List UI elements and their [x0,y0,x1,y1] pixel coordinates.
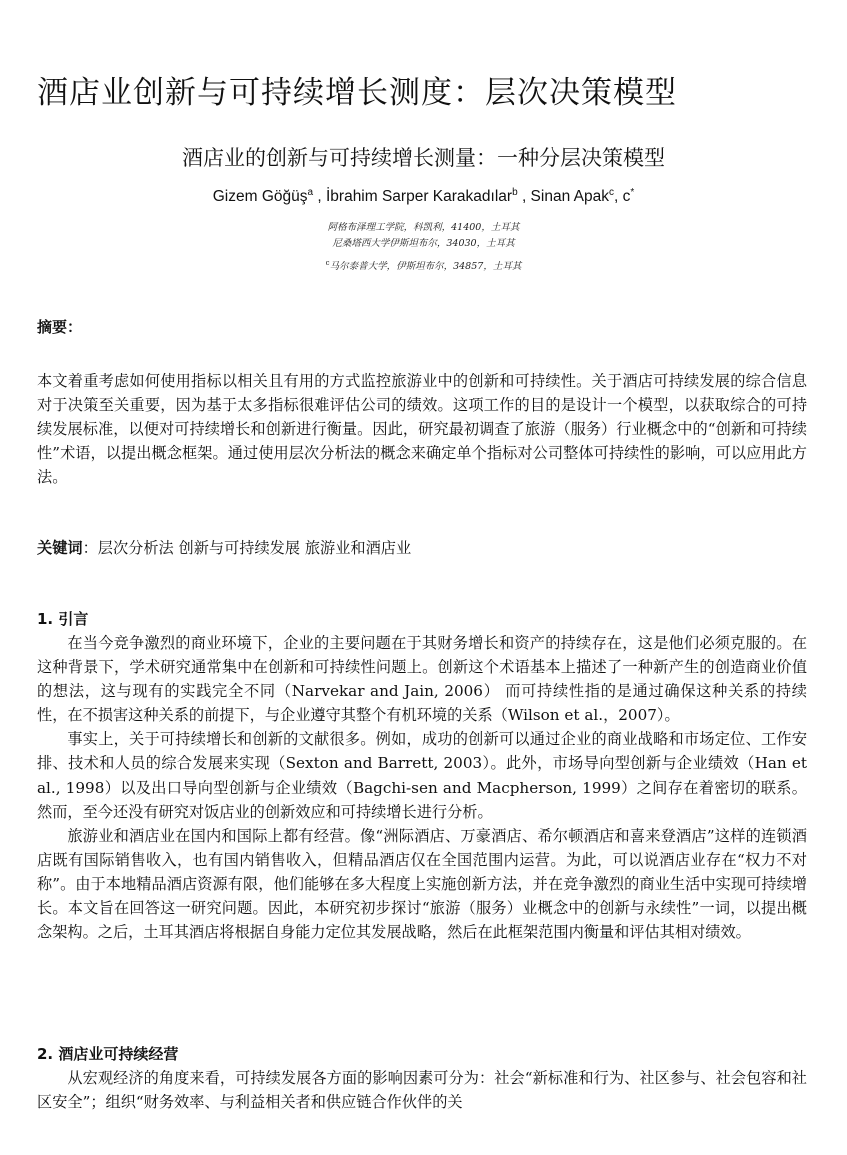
keywords [37,537,807,559]
affiliation-text: 阿格布泽理工学院，科凯利，41400，土耳其 [327,222,520,233]
section-body [37,1066,807,1114]
affiliation-marker: a [307,187,314,198]
author-name: , c [613,188,631,206]
author-name: , İbrahim Sarper Karakadılar [313,188,513,206]
keywords-label: 关键词 [37,539,83,557]
body-paragraph: 事实上，关于可持续增长和创新的文献很多。例如，成功的创新可以通过企业的商业战略和市场定位、工作安排、技术和人员的综合发展来实现（Sexton and Barrett, 2003）。此外，市场导向型创新与企业绩效（Han et al., 1998）以及出口导向型创新与企业绩效（Bagchi-sen and Macpherson, 1999）之间存在着密切的联系。然而，至今还没有研究对饭店业的创新效应和可持续增长进行分析。 [37,730,807,821]
author-name: Gizem Göğüş [212,188,308,206]
affiliation-line [0,221,847,234]
section-heading: 1. 引言 [37,610,89,628]
corresponding-marker: * [630,187,635,198]
affiliation-line [0,237,847,250]
affiliation-marker: c [325,259,330,267]
affiliation-text: 尼桑塔西大学伊斯坦布尔，34030，土耳其 [332,238,515,249]
author-name: , Sinan Apak [517,188,609,206]
affiliation-marker: b [512,187,518,198]
paper-subtitle: 酒店业的创新与可持续增长测量：一种分层决策模型 [182,146,665,170]
affiliation-text: 马尔泰普大学，伊斯坦布尔，34857，土耳其 [329,261,522,273]
section-body [37,631,807,944]
body-paragraph: 在当今竞争激烈的商业环境下，企业的主要问题在于其财务增长和资产的持续存在，这是他们必须克服的。在这种背景下，学术研究通常集中在创新和可持续性问题上。创新这个术语基本上描述了一种新产生的创造商业价值的想法，这与现有的实践完全不同（Narvekar and Jain, 2006） 而可持续性指的是通过确保这种关系的持续性，在不损害这种关系的前提下，与企业遵守其整个有机环境的关系（Wilson et al.，2007）。 [37,634,807,725]
affiliation-line [0,257,847,273]
abstract-heading: 摘要： [37,318,83,336]
body-paragraph: 旅游业和酒店业在国内和国际上都有经营。像“洲际酒店、万豪酒店、希尔顿酒店和喜来登酒店”这样的连锁酒店既有国际销售收入，也有国内销售收入，但精品酒店仅在全国范围内运营。为此，可以说酒店业存在“权力不对称”。由于本地精品酒店资源有限，他们能够在多大程度上实施创新方法，并在竞争激烈的商业生活中实现可持续增长。本文旨在回答这一研究问题。因此，本研究初步探讨“旅游（服务）业概念中的创新与永续性”一词，以提出概念架构。之后，土耳其酒店将根据自身能力定位其发展战略，然后在此框架范围内衡量和评估其相对绩效。 [37,826,807,942]
section-heading: 2. 酒店业可持续经营 [37,1045,179,1063]
affiliation-marker: c [608,187,614,198]
keywords-text: ：层次分析法 创新与可持续发展 旅游业和酒店业 [82,539,412,557]
body-paragraph: 从宏观经济的角度来看，可持续发展各方面的影响因素可分为：社会“新标准和行为、社区参与、社会包容和社区安全”；组织“财务效率、与利益相关者和供应链合作伙伴的关 [37,1069,807,1112]
paper-title: 酒店业创新与可持续增长测度：层次决策模型 [37,75,677,111]
abstract-text: 本文着重考虑如何使用指标以相关且有用的方式监控旅游业中的创新和可持续性。关于酒店可持续发展的综合信息对于决策至关重要，因为基于太多指标很难评估公司的绩效。这项工作的目的是设计一个模型，以获取综合的可持续发展标准，以便对可持续增长和创新进行衡量。因此，研究最初调查了旅游（服务）行业概念中的“创新和可持续性”术语，以提出概念框架。通过使用层次分析法的概念来确定单个指标对公司整体可持续性的影响，可以应用此方法。 [37,372,807,487]
author-line [0,183,847,207]
